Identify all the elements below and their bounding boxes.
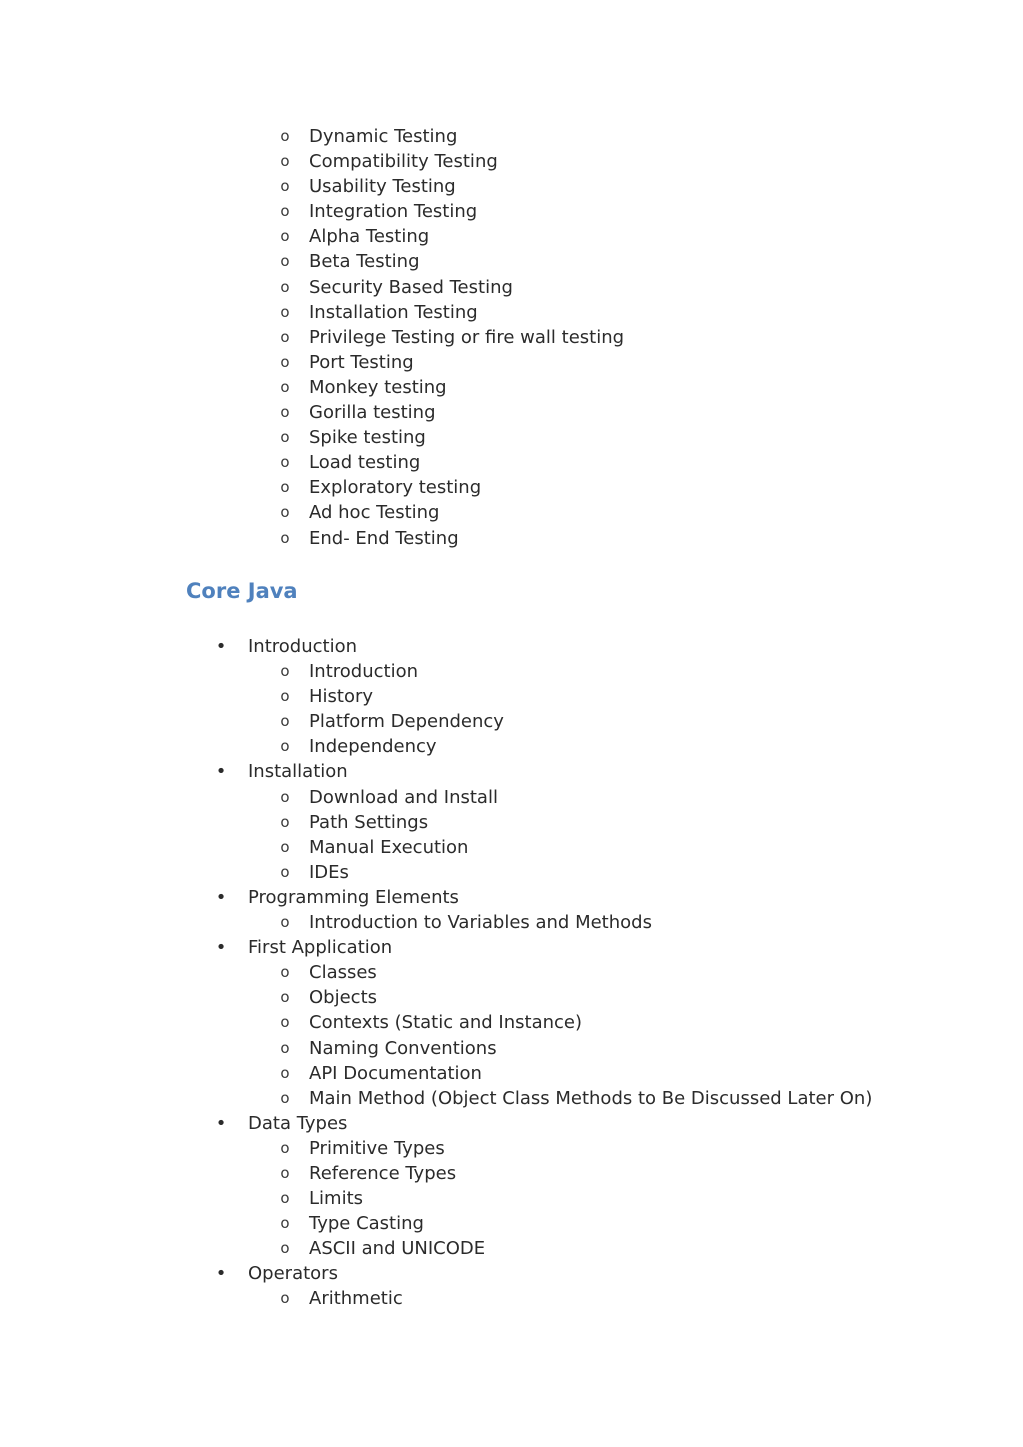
hollow-bullet-icon: o [280,453,290,472]
sub-list-item [0,1010,1023,1035]
hollow-bullet-icon: o [280,1063,290,1082]
sub-list-item [0,199,1023,224]
sub-list-item [0,684,1023,709]
sub-list-item-label: Independency [309,736,437,758]
hollow-bullet-icon: o [280,377,290,396]
filled-bullet-icon: • [215,937,227,959]
sub-list-item [0,1211,1023,1236]
sub-list-item-label: End- End Testing [309,527,459,549]
sub-list-item-label: Gorilla testing [309,402,436,424]
sub-list-item-label: Security Based Testing [309,276,513,298]
sub-list-item [0,375,1023,400]
hollow-bullet-icon: o [280,327,290,346]
sub-list-item-label: IDEs [309,861,349,883]
sub-list-item [0,985,1023,1010]
sub-list-item-label: Main Method (Object Class Methods to Be Discussed Later On) [309,1087,873,1109]
sub-list-item-label: Primitive Types [309,1137,445,1159]
sub-list-item [0,709,1023,734]
sub-list-item [0,659,1023,684]
hollow-bullet-icon: o [280,227,290,246]
hollow-bullet-icon: o [280,352,290,371]
testing-types-list [0,124,1023,551]
hollow-bullet-icon: o [280,202,290,221]
outline-item-label: Installation [248,761,348,783]
sub-list-item-label: Objects [309,987,378,1009]
sub-list-item-label: Monkey testing [309,376,447,398]
sub-list-item-label: Installation Testing [309,301,478,323]
outline-item-label: Introduction [248,636,358,657]
sub-list-item [0,1061,1023,1086]
section-heading: Core Java [186,579,298,603]
sub-list-item [0,124,1023,149]
sub-list-item-label: Manual Execution [309,836,469,858]
outline-item [0,885,1023,910]
sub-list-item-label: Beta Testing [309,251,420,273]
sub-list-item [0,785,1023,810]
sub-list-item [0,174,1023,199]
hollow-bullet-icon: o [280,862,290,881]
sub-list-item [0,249,1023,274]
hollow-bullet-icon: o [280,302,290,321]
sub-list-item [0,1136,1023,1161]
hollow-bullet-icon: o [280,177,290,196]
sub-list-item-label: Port Testing [309,351,414,373]
sub-list-item-label: Naming Conventions [309,1037,497,1059]
sub-list-item-label: Alpha Testing [309,226,430,248]
sub-list-item-label: Exploratory testing [309,477,482,499]
sub-list-item-label: Introduction [309,661,419,683]
hollow-bullet-icon: o [280,913,290,932]
outline-item [0,935,1023,960]
hollow-bullet-icon: o [280,428,290,447]
sub-list-item-label: Type Casting [309,1213,424,1235]
sub-list-item-label: Dynamic Testing [309,126,458,147]
hollow-bullet-icon: o [280,988,290,1007]
hollow-bullet-icon: o [280,152,290,171]
hollow-bullet-icon: o [280,528,290,547]
hollow-bullet-icon: o [280,1289,290,1308]
sub-list-item-label: Platform Dependency [309,711,504,733]
outline-item [0,634,1023,659]
outline-item [0,1261,1023,1286]
sub-list-item-label: Usability Testing [309,176,456,198]
sub-list-item [0,149,1023,174]
sub-list-item [0,860,1023,885]
sub-list-item [0,1086,1023,1111]
sub-list-item [0,1186,1023,1211]
sub-list-item [0,910,1023,935]
filled-bullet-icon: • [215,886,227,908]
sub-list-item [0,1236,1023,1261]
hollow-bullet-icon: o [280,712,290,731]
sub-list-item-label: Integration Testing [309,201,478,223]
hollow-bullet-icon: o [280,1088,290,1107]
sub-list-item [0,224,1023,249]
sub-list-item [0,1161,1023,1186]
filled-bullet-icon: • [215,761,227,783]
hollow-bullet-icon: o [280,252,290,271]
hollow-bullet-icon: o [280,1239,290,1258]
sub-list-item [0,450,1023,475]
outline-item-label: Data Types [248,1112,348,1134]
hollow-bullet-icon: o [280,277,290,296]
outline-item [0,759,1023,784]
sub-list-item-label: Reference Types [309,1162,457,1184]
outline-item [0,1111,1023,1136]
hollow-bullet-icon: o [280,478,290,497]
outline-item-label: Operators [248,1263,338,1285]
hollow-bullet-icon: o [280,1214,290,1233]
sub-list-item-label: Path Settings [309,811,429,833]
hollow-bullet-icon: o [280,737,290,756]
hollow-bullet-icon: o [280,963,290,982]
sub-list-item-label: API Documentation [309,1062,482,1084]
hollow-bullet-icon: o [280,127,290,145]
core-java-outline [0,634,1023,1312]
sub-list-item-label: ASCII and UNICODE [309,1238,486,1260]
sub-list-item [0,960,1023,985]
hollow-bullet-icon: o [280,1038,290,1057]
sub-list-item [0,500,1023,525]
outline-item-label: Programming Elements [248,886,459,908]
hollow-bullet-icon: o [280,687,290,706]
sub-list-item [0,475,1023,500]
sub-list-item [0,1036,1023,1061]
sub-list-item-label: Ad hoc Testing [309,502,440,524]
sub-list-item [0,350,1023,375]
sub-list-item [0,526,1023,551]
hollow-bullet-icon: o [280,787,290,806]
sub-list-item-label: Compatibility Testing [309,151,498,173]
sub-list-item [0,810,1023,835]
sub-list-item-label: Classes [309,962,377,984]
sub-list-item [0,1286,1023,1311]
sub-list-item-label: Limits [309,1188,363,1210]
hollow-bullet-icon: o [280,812,290,831]
sub-list-item [0,325,1023,350]
sub-list-item-label: Privilege Testing or fire wall testing [309,326,625,348]
sub-list-item [0,275,1023,300]
hollow-bullet-icon: o [280,662,290,681]
sub-list-item-label: Contexts (Static and Instance) [309,1012,582,1034]
filled-bullet-icon: • [215,1263,227,1285]
filled-bullet-icon: • [215,1112,227,1134]
sub-list-item-label: Spike testing [309,427,426,449]
sub-list-item-label: Arithmetic [309,1288,403,1310]
sub-list-item [0,734,1023,759]
hollow-bullet-icon: o [280,1013,290,1032]
sub-list-item [0,300,1023,325]
sub-list-item-label: Introduction to Variables and Methods [309,912,652,934]
sub-list-item [0,835,1023,860]
hollow-bullet-icon: o [280,1189,290,1208]
sub-list-item-label: Load testing [309,452,421,474]
hollow-bullet-icon: o [280,403,290,422]
sub-list-item [0,400,1023,425]
sub-list-item-label: Download and Install [309,786,498,808]
hollow-bullet-icon: o [280,1138,290,1157]
hollow-bullet-icon: o [280,1163,290,1182]
sub-list-item [0,425,1023,450]
sub-list-item-label: History [309,686,374,708]
hollow-bullet-icon: o [280,503,290,522]
outline-item-label: First Application [248,937,393,959]
hollow-bullet-icon: o [280,837,290,856]
filled-bullet-icon: • [215,636,227,657]
